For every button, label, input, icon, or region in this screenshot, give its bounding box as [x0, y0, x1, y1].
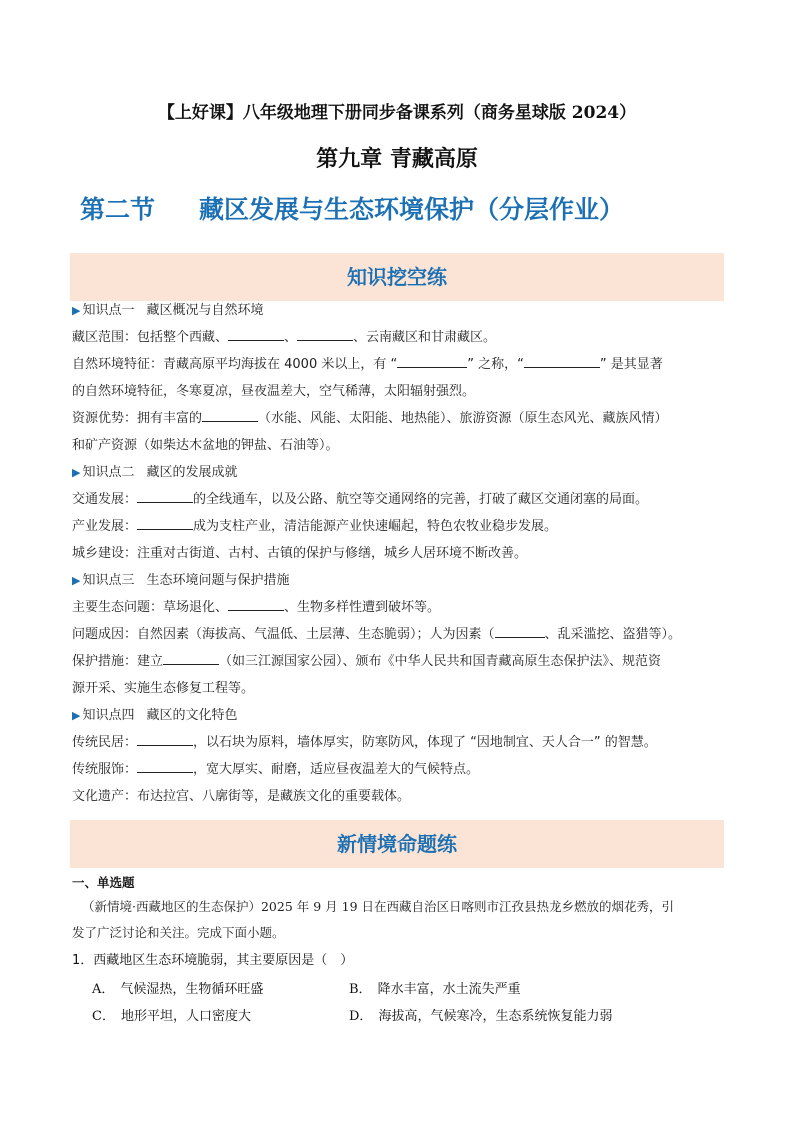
triangle-right-icon: ▶ [72, 466, 81, 479]
kp4-line-1: 传统民居： ，以石块为原料，墙体厚实，防寒防风，体现了 “因地制宜、天人合一” 的智慧。 [72, 729, 732, 756]
knowledge-point-1-heading [72, 297, 732, 324]
kp1-line-3: 的自然环境特征，冬寒夏凉，昼夜温差大，空气稀薄，太阳辐射强烈。 [72, 384, 476, 399]
kp3-line-3: 保护措施：建立 （如三江源国家公园）、颁布《中华人民共和国青藏高原生态保护法》、规范资 [72, 648, 732, 675]
knowledge-point-label: 知识点四 [82, 708, 135, 723]
knowledge-point-3-heading [72, 567, 732, 594]
section-name: 藏区发展与生态环境保护（分层作业） [199, 195, 625, 224]
knowledge-point-name: 生态环境问题与保护措施 [146, 573, 290, 588]
knowledge-point-label: 知识点一 [82, 303, 135, 318]
chapter-title: 第九章 青藏高原 [316, 147, 478, 172]
fill-blank[interactable] [202, 407, 258, 422]
fill-blank[interactable] [397, 353, 467, 368]
context-line-1: （新情境·西藏地区的生态保护）2025 年 9 月 19 日在西藏自治区日喀则市江孜县热龙乡燃放的烟花秀，引 [82, 899, 675, 914]
kp1-line-4: 资源优势：拥有丰富的 （水能、风能、太阳能、地热能）、旅游资源（原生态风光、藏族风情） [72, 405, 732, 432]
question-1-stem: 1．西藏地区生态环境脆弱，其主要原因是（ ） [72, 953, 354, 968]
option-b[interactable]: B． 降水丰富，水土流失严重 [349, 982, 521, 997]
fill-blank[interactable] [228, 596, 284, 611]
knowledge-band [70, 253, 724, 301]
kp3-line-1: 主要生态问题：草场退化、 、生物多样性遭到破坏等。 [72, 594, 732, 621]
knowledge-point-name: 藏区的文化特色 [146, 708, 238, 723]
fill-blank[interactable] [137, 488, 193, 503]
kp1-line-5: 和矿产资源（如柴达木盆地的钾盐、石油等）。 [72, 438, 339, 453]
triangle-right-icon: ▶ [72, 709, 81, 722]
fill-blank[interactable] [137, 758, 193, 773]
kp3-line-2: 问题成因：自然因素（海拔高、气温低、土层薄、生态脆弱）；人为因素（ 、乱采滥挖、盗猎等）。 [72, 621, 732, 648]
fill-blank[interactable] [137, 731, 193, 746]
knowledge-point-2-heading [72, 459, 732, 486]
question-type-label: 一、单选题 [72, 875, 135, 890]
knowledge-point-name: 藏区的发展成就 [146, 465, 238, 480]
knowledge-section [72, 297, 732, 810]
kp2-line-1: 交通发展： 的全线通车，以及公路、航空等交通网络的完善，打破了藏区交通闭塞的局面。 [72, 486, 732, 513]
kp1-line-2: 自然环境特征：青藏高原平均海拔在 4000 米以上，有 “ ” 之称，“ ” 是其显著 [72, 351, 732, 378]
option-c[interactable]: C． 地形平坦，人口密度大 [92, 1009, 251, 1024]
kp2-line-2: 产业发展： 成为支柱产业，清洁能源产业快速崛起，特色农牧业稳步发展。 [72, 513, 732, 540]
fill-blank[interactable] [163, 650, 219, 665]
fill-blank[interactable] [495, 623, 545, 638]
new-context-band [70, 820, 724, 868]
kp3-line-4: 源开采、实施生态修复工程等。 [72, 681, 255, 696]
knowledge-band-title: 知识挖空练 [347, 265, 447, 289]
context-tag: （新情境·西藏地区的生态保护） [82, 899, 261, 914]
section-number: 第二节 [80, 195, 156, 224]
kp4-line-2: 传统服饰： ，宽大厚实、耐磨，适应昼夜温差大的气候特点。 [72, 756, 732, 783]
kp2-line-3: 城乡建设：注重对古街道、古村、古镇的保护与修缮，城乡人居环境不断改善。 [72, 546, 528, 561]
triangle-right-icon: ▶ [72, 304, 81, 317]
fill-blank[interactable] [228, 326, 284, 341]
kp1-line-1: 藏区范围：包括整个西藏、 、 、云南藏区和甘肃藏区。 [72, 324, 732, 351]
kp4-line-3: 文化遗产：布达拉宫、八廓街等，是藏族文化的重要载体。 [72, 789, 411, 804]
fill-blank[interactable] [137, 515, 193, 530]
knowledge-point-label: 知识点二 [82, 465, 135, 480]
fill-blank[interactable] [524, 353, 600, 368]
option-a[interactable]: A． 气候湿热，生物循环旺盛 [92, 982, 264, 997]
series-title: 【上好课】八年级地理下册同步备课系列（商务星球版 2024） [157, 103, 637, 123]
knowledge-point-4-heading [72, 702, 732, 729]
knowledge-point-label: 知识点三 [82, 573, 135, 588]
section-title [80, 190, 624, 226]
option-d[interactable]: D． 海拔高，气候寒冷，生态系统恢复能力弱 [349, 1009, 613, 1024]
question-context [72, 894, 732, 946]
context-line-2: 发了广泛讨论和关注。完成下面小题。 [72, 925, 285, 940]
new-context-band-title: 新情境命题练 [337, 832, 457, 856]
triangle-right-icon: ▶ [72, 574, 81, 587]
fill-blank[interactable] [297, 326, 353, 341]
knowledge-point-name: 藏区概况与自然环境 [146, 303, 264, 318]
